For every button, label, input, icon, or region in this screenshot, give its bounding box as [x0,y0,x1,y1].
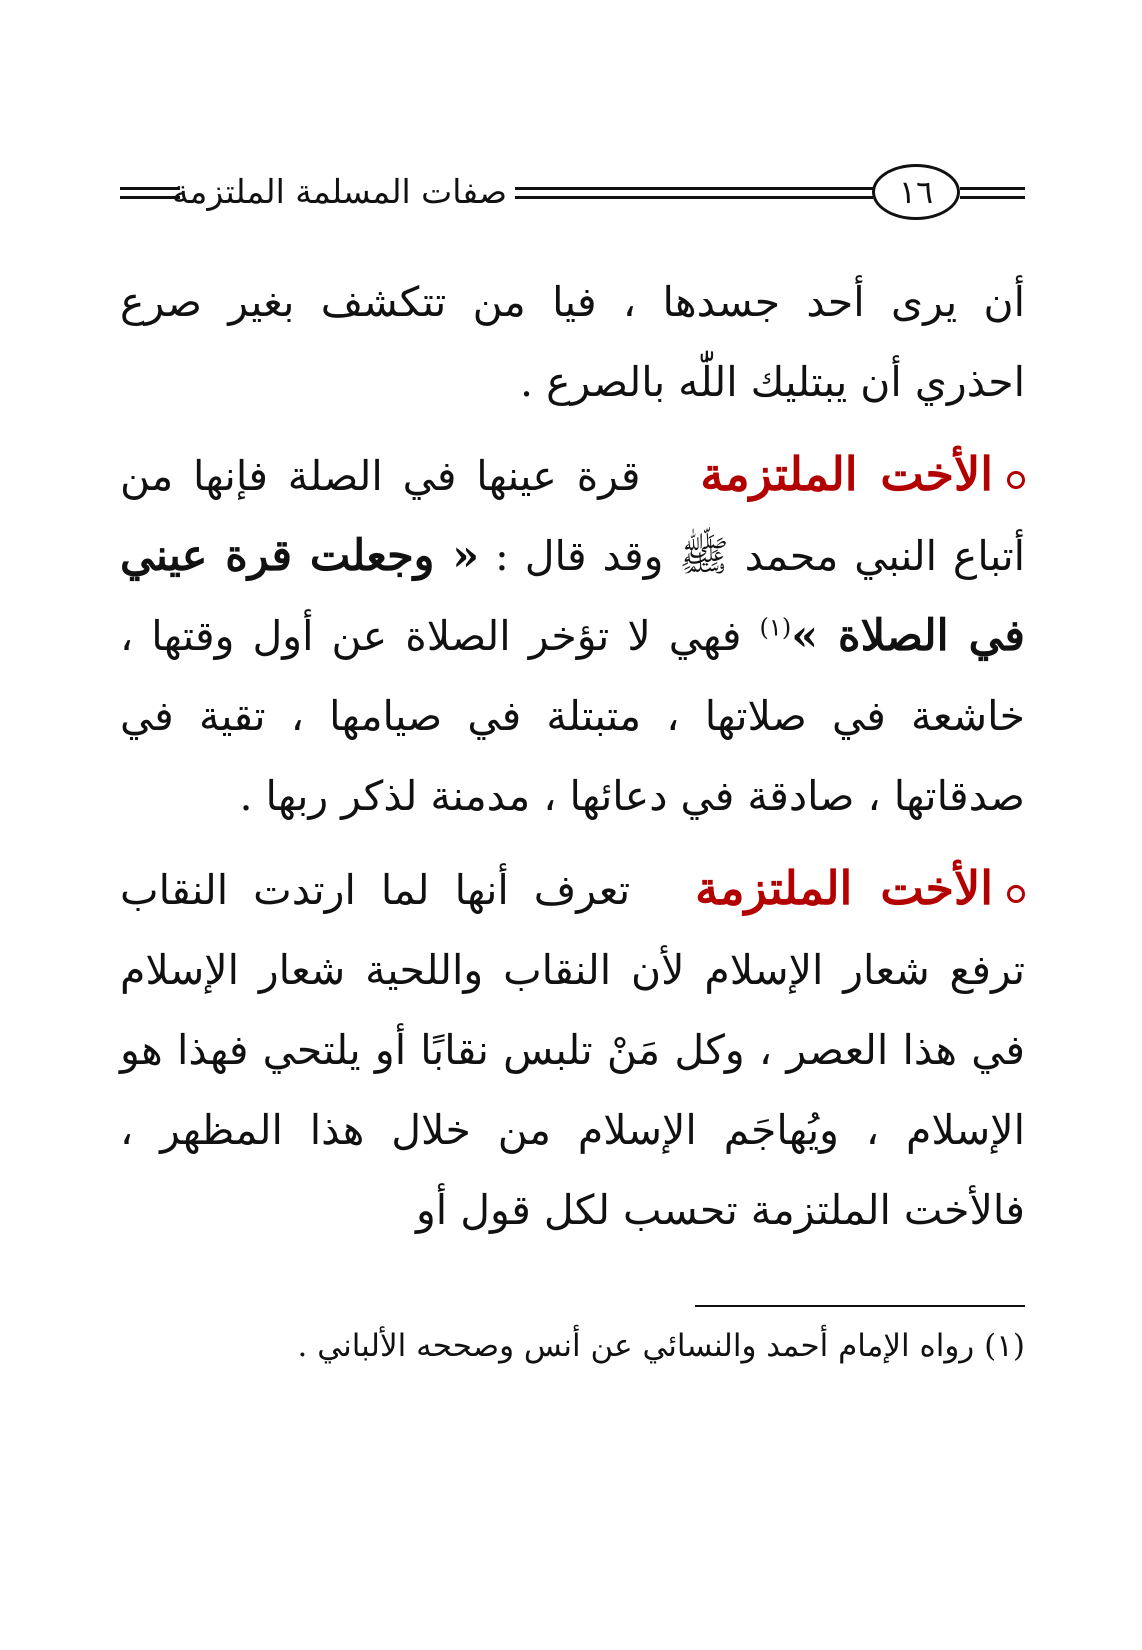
paragraph-2-text-b: فهي لا تؤخر الصلاة عن أول وقتها ، خاشعة في صلاتها ، متبتلة في صيامها ، تقية في صدقاتها ، صادقة في دعائها ، مدمنة لذكر ربها . [120,612,1025,820]
running-title: صفات المسلمة الملتزمة [171,172,507,211]
header-rule-right [960,187,1025,199]
hadith-quote: « وجعلت قرة عيني في الصلاة » [120,531,1025,661]
paragraph-2 [120,434,1025,836]
paragraph-1 [120,262,1025,422]
page-number-badge: ١٦ [872,164,960,220]
header-rule-middle [515,187,873,199]
footnote-separator [695,1305,1025,1307]
section-heading-highlight: الأخت الملتزمة [695,861,993,915]
paragraph-3 [120,848,1025,1250]
paragraph-1-text: أن يرى أحد جسدها ، فيا من تتكشف بغير صرع احذري أن يبتليك اللّٰه بالصرع . [120,278,1025,406]
paragraph-3-text: تعرف أنها لما ارتدت النقاب ترفع شعار الإسلام لأن النقاب واللحية شعار الإسلام في هذا العصر ، وكل مَنْ تلبس نقابًا أو يلتحي فهذا هو الإسلام ، ويُهاجَم الإسلام من خلال هذا المظهر ، فالأخت الملتزمة تحسب لكل قول أو [120,866,1025,1234]
paragraph-2-text-a: قرة عينها في الصلة فإنها من أتباع النبي محمد ﷺ وقد قال : [120,452,1025,580]
page-header [120,160,1025,226]
circle-bullet-icon [1007,885,1025,903]
footnote-reference: (١) [759,613,792,642]
circle-bullet-icon [1007,471,1025,489]
footnote: (١) رواه الإمام أحمد والنسائي عن أنس وصححه الألباني . [297,1328,1025,1364]
section-heading-highlight: الأخت الملتزمة [700,447,993,501]
main-text [120,262,1025,1250]
